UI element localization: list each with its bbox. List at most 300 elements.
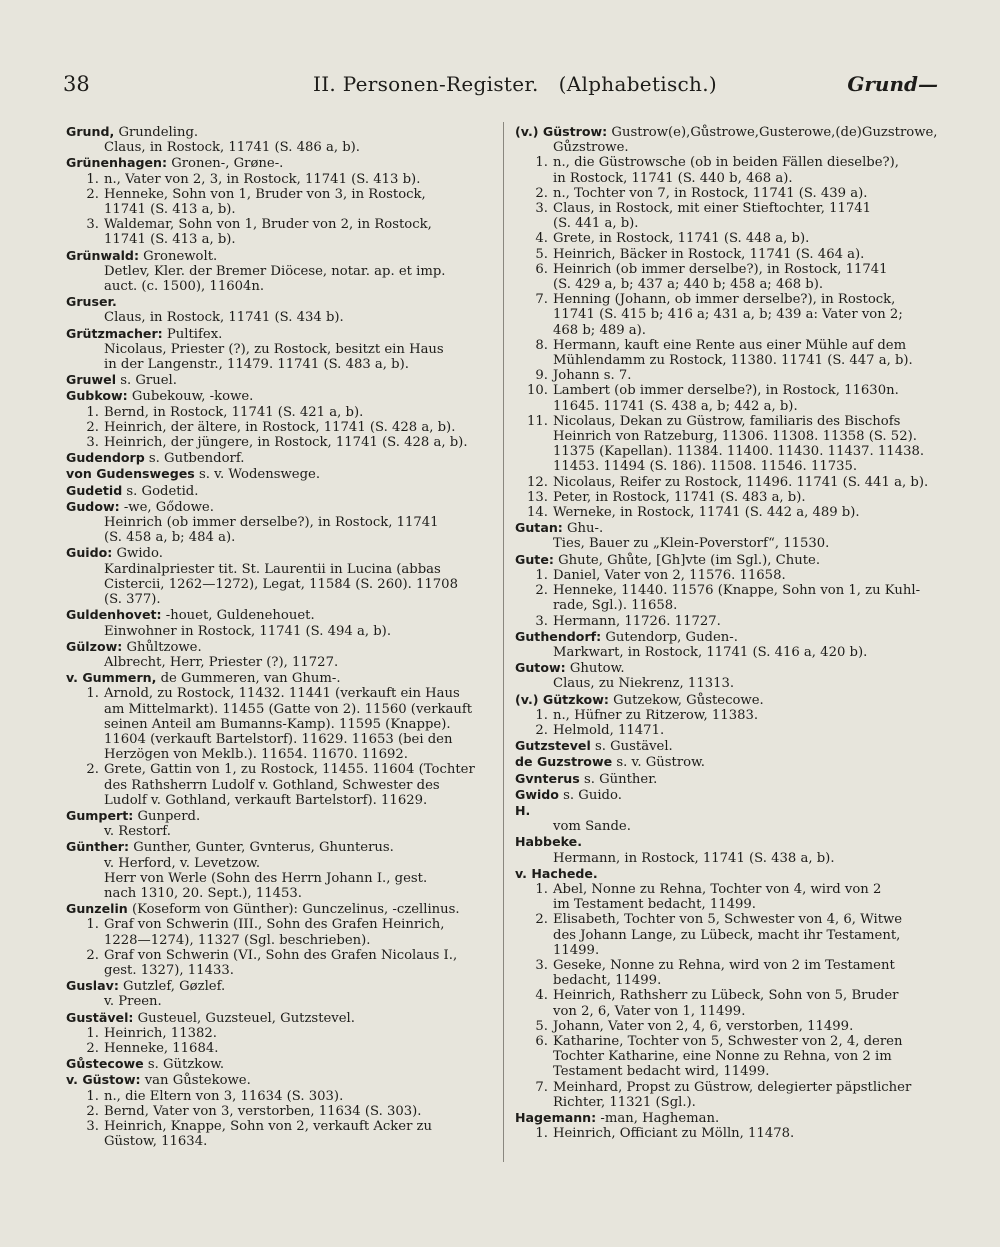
sub-entry-text: Grete, Gattin von 1, zu Rostock, 11455. 11604 (Tochter	[104, 762, 475, 778]
sub-entry-text: 11645. 11741 (S. 438 a, b; 442 a, b).	[553, 398, 798, 414]
right-column	[515, 124, 943, 1141]
sub-entry-line	[66, 793, 491, 808]
entry-first-line	[66, 499, 491, 515]
register-entry	[515, 803, 943, 834]
entry-first-line	[66, 248, 491, 264]
sub-entry-line	[515, 708, 943, 723]
register-entry	[66, 1010, 491, 1057]
sub-entry-number: 13.	[527, 489, 548, 505]
entry-text: s. Günther.	[579, 771, 658, 787]
sub-entry-number: 4.	[535, 988, 548, 1004]
register-entry	[515, 1110, 943, 1141]
entry-head: v. Hachede.	[515, 865, 598, 881]
entry-text: Gunperd.	[133, 808, 201, 824]
sub-entry-text: 468 b; 489 a).	[553, 322, 647, 338]
sub-entry-text: Heinrich, der jüngere, in Rostock, 11741 (S. 428 a, b).	[104, 435, 468, 451]
sub-entry-text: 11499.	[553, 942, 600, 958]
sub-entry-number: 2.	[535, 912, 548, 928]
sub-entry-number: 1.	[86, 686, 99, 702]
sub-entry-text: Waldemar, Sohn von 1, Bruder von 2, in Rostock,	[104, 217, 432, 233]
entry-first-line	[515, 771, 943, 787]
entry-first-line	[66, 607, 491, 623]
sub-entry-text: n., die Eltern von 3, 11634 (S. 303).	[104, 1088, 344, 1104]
page-number: 38	[63, 72, 90, 96]
sub-entry-text: Henning (Johann, ob immer derselbe?), in Rostock,	[553, 292, 896, 308]
entry-head: Gwido	[515, 786, 559, 802]
entry-head: von Gudensweges	[66, 466, 195, 482]
entry-first-line	[66, 901, 491, 917]
entry-head: v. Güstow:	[66, 1072, 141, 1088]
sub-entry-text: 11453. 11494 (S. 186). 11508. 11546. 11735.	[553, 459, 858, 475]
entry-first-line	[515, 866, 943, 882]
entry-first-line	[66, 808, 491, 824]
entry-text: s. v. Wodenswege.	[194, 467, 321, 483]
entry-text: Gubekouw, -kowe.	[127, 389, 254, 405]
entry-text: (Koseform von Günther): Gunczelinus, -czellinus.	[127, 902, 460, 918]
sub-entry-text: des Johann Lange, zu Lübeck, macht ihr Testament,	[553, 927, 901, 943]
sub-entry-line	[515, 475, 943, 490]
sub-entry-text: 11741 (S. 413 a, b).	[104, 232, 236, 248]
sub-entry-text: 11741 (S. 415 b; 416 a; 431 a, b; 439 a: Vater von 2;	[553, 307, 903, 323]
sub-entry-number: 3.	[86, 1119, 99, 1134]
register-entry	[66, 248, 491, 295]
register-entry	[66, 607, 491, 638]
entry-first-line	[66, 545, 491, 561]
sub-entry-text: 11741 (S. 413 a, b).	[104, 202, 236, 218]
sub-entry-number: 1.	[535, 567, 548, 583]
sub-entry-text: Heinrich, Bäcker in Rostock, 11741 (S. 464 a).	[553, 246, 865, 262]
sub-entry-text: Heinrich, Officiant zu Mölln, 11478.	[553, 1126, 795, 1142]
sub-entry-text: Heinrich von Ratzeburg, 11306. 11308. 11358 (S. 52).	[553, 429, 917, 445]
entry-head: Gudendorp	[66, 450, 145, 466]
entry-first-line	[66, 670, 491, 686]
entry-first-line	[515, 692, 943, 708]
register-entry	[515, 787, 943, 803]
sub-entry-number: 1.	[535, 881, 548, 897]
entry-line: Nicolaus, Priester (?), zu Rostock, besitzt ein Haus	[104, 341, 444, 357]
sub-entry-text: Peter, in Rostock, 11741 (S. 483 a, b).	[553, 489, 806, 505]
sub-entry-number: 10.	[527, 383, 548, 399]
sub-entry-line	[515, 277, 943, 292]
sub-entry-text: Mühlendamm zu Rostock, 11380. 11741 (S. 447 a, b).	[553, 353, 913, 369]
register-entry	[66, 839, 491, 901]
sub-entry-number: 11.	[527, 413, 548, 429]
register-entry	[66, 388, 491, 450]
sub-entry-text: Johann, Vater von 2, 4, 6, verstorben, 11499.	[553, 1018, 854, 1034]
sub-entry-text: (S. 441 a, b).	[553, 216, 639, 232]
register-entry	[515, 866, 943, 1110]
sub-entry-text: Nicolaus, Reifer zu Rostock, 11496. 11741 (S. 441 a, b).	[553, 474, 929, 490]
sub-entry-text: Hermann, 11726. 11727.	[553, 613, 721, 629]
entry-text: Gunther, Gunter, Gvnterus, Ghunterus.	[129, 840, 394, 856]
register-entry	[66, 1056, 491, 1072]
sub-entry-text: im Testament bedacht, 11499.	[553, 897, 756, 913]
sub-entry-text: Johann s. 7.	[553, 368, 632, 384]
sub-entry-text: Ludolf v. Gothland, verkauft Bartelstorf). 11629.	[104, 792, 428, 808]
sub-entry-text: Katharine, Tochter von 5, Schwester von 2, 4, deren	[553, 1033, 903, 1049]
register-entry	[66, 978, 491, 1009]
entry-text: Pultifex.	[162, 326, 223, 342]
sub-entry-line	[66, 702, 491, 717]
sub-entry-line	[515, 155, 943, 170]
entry-first-line	[515, 660, 943, 676]
register-entry	[515, 552, 943, 629]
entry-line: Hermann, in Rostock, 11741 (S. 438 a, b).	[553, 850, 835, 866]
sub-entry-line	[515, 292, 943, 307]
sub-entry-line	[515, 353, 943, 368]
entry-first-line	[66, 639, 491, 655]
sub-entry-number: 14.	[527, 505, 548, 521]
sub-entry-line	[515, 171, 943, 186]
entry-line: Albrecht, Herr, Priester (?), 11727.	[104, 654, 339, 670]
entry-text: s. Guido.	[558, 787, 622, 803]
entry-text: Gronewolt.	[138, 248, 218, 264]
entry-line: Claus, zu Niekrenz, 11313.	[553, 676, 735, 692]
entry-first-line	[66, 326, 491, 342]
entry-line: Claus, in Rostock, 11741 (S. 434 b).	[104, 310, 344, 326]
sub-entry-number: 2.	[86, 1040, 99, 1056]
entry-head: Günther:	[66, 839, 130, 855]
running-title: II. Personen-Register. (Alphabetisch.)	[313, 72, 717, 96]
sub-entry-text: Hermann, kauft eine Rente aus einer Mühle auf dem	[553, 337, 907, 353]
entry-text: s. Gutbendorf.	[144, 451, 245, 467]
sub-entry-line	[515, 368, 943, 383]
sub-entry-text: Graf von Schwerin (VI., Sohn des Grafen Nicolaus I.,	[104, 947, 458, 963]
register-entry	[66, 155, 491, 247]
sub-entry-text: (S. 429 a, b; 437 a; 440 b; 458 a; 468 b).	[553, 277, 824, 293]
sub-entry-text: Werneke, in Rostock, 11741 (S. 442 a, 489 b).	[553, 505, 860, 521]
entry-first-line	[515, 520, 943, 536]
column-divider	[503, 122, 504, 1162]
sub-entry-line	[515, 958, 943, 973]
sub-entry-line	[66, 435, 491, 450]
register-entry	[66, 450, 491, 466]
entry-first-line	[66, 483, 491, 499]
entry-text: Ghutow.	[565, 661, 625, 677]
entry-first-line	[66, 466, 491, 482]
entry-first-line	[515, 629, 943, 645]
entry-first-line	[515, 803, 943, 819]
sub-entry-text: n., Vater von 2, 3, in Rostock, 11741 (S. 413 b).	[104, 171, 421, 187]
entry-head: v. Gummern,	[66, 670, 157, 686]
sub-entry-text: Geseke, Nonne zu Rehna, wird von 2 im Testament	[553, 957, 895, 973]
sub-entry-text: Bernd, in Rostock, 11741 (S. 421 a, b).	[104, 404, 364, 420]
entry-text: Gustrow(e),Gůstrowe,Gusterowe,(de)Guzstrowe,	[607, 125, 938, 140]
entry-head: Gudow:	[66, 498, 120, 514]
sub-entry-number: 1.	[535, 155, 548, 171]
sub-entry-line	[515, 307, 943, 322]
entry-text: van Gůstekowe.	[140, 1073, 251, 1089]
register-entry	[66, 466, 491, 482]
sub-entry-line	[66, 187, 491, 202]
sub-entry-line	[515, 186, 943, 201]
entry-text: Gutzlef, Gøzlef.	[118, 979, 226, 995]
entry-head: Gutzstevel	[515, 738, 591, 754]
sub-entry-number: 2.	[535, 722, 548, 738]
entry-first-line	[515, 834, 943, 850]
entry-line: Claus, in Rostock, 11741 (S. 486 a, b).	[104, 140, 360, 156]
entry-line: nach 1310, 20. Sept.), 11453.	[104, 885, 302, 901]
sub-entry-line	[66, 732, 491, 747]
sub-entry-line	[66, 1089, 491, 1104]
entry-first-line	[66, 1010, 491, 1026]
sub-entry-line	[515, 988, 943, 1003]
sub-entry-number: 4.	[535, 231, 548, 247]
entry-head: Gruser.	[66, 294, 117, 310]
entry-text: s. Godetid.	[122, 483, 199, 499]
sub-entry-number: 1.	[535, 707, 548, 723]
register-entry	[515, 660, 943, 691]
sub-entry-line	[66, 405, 491, 420]
sub-entry-text: Henneke, Sohn von 1, Bruder von 3, in Rostock,	[104, 186, 426, 202]
sub-entry-text: Heinrich, 11382.	[104, 1025, 217, 1041]
sub-entry-line	[515, 583, 943, 598]
sub-entry-text: Richter, 11321 (Sgl.).	[553, 1094, 696, 1110]
sub-entry-text: Lambert (ob immer derselbe?), in Rostock, 11630n.	[553, 383, 899, 399]
register-entry	[66, 1072, 491, 1149]
entry-first-line	[66, 124, 491, 140]
sub-entry-text: Heinrich, Knappe, Sohn von 2, verkauft Acker zu	[104, 1119, 433, 1134]
sub-entry-line	[515, 414, 943, 429]
entry-line: Detlev, Kler. der Bremer Diöcese, notar. ap. et imp.	[104, 263, 446, 279]
entry-line: Cistercii, 1262—1272), Legat, 11584 (S. 260). 11708	[104, 576, 458, 592]
sub-entry-line	[66, 420, 491, 435]
entry-text: s. Gützkow.	[143, 1057, 225, 1073]
entry-line: (S. 377).	[104, 592, 161, 608]
sub-entry-text: gest. 1327), 11433.	[104, 962, 234, 978]
sub-entry-line	[66, 172, 491, 187]
register-entry	[66, 499, 491, 546]
sub-entry-line	[515, 943, 943, 958]
entry-text: -man, Hagheman.	[596, 1111, 720, 1126]
sub-entry-text: Grete, in Rostock, 11741 (S. 448 a, b).	[553, 231, 810, 247]
sub-entry-number: 2.	[86, 947, 99, 963]
sub-entry-line	[515, 928, 943, 943]
sub-entry-line	[515, 614, 943, 629]
entry-text: Ghute, Ghůte, [Gh]vte (im Sgl.), Chute.	[553, 552, 821, 568]
sub-entry-number: 2.	[86, 186, 99, 202]
sub-entry-text: Elisabeth, Tochter von 5, Schwester von 4, 6, Witwe	[553, 912, 903, 928]
entry-text: Gutendorp, Guden-.	[601, 629, 738, 645]
sub-entry-line	[515, 912, 943, 927]
sub-entry-number: 1.	[86, 171, 99, 187]
sub-entry-line	[515, 568, 943, 583]
entry-head: Grünenhagen:	[66, 155, 168, 171]
sub-entry-text: rade, Sgl.). 11658.	[553, 598, 678, 614]
sub-entry-line	[515, 262, 943, 277]
sub-entry-line	[66, 762, 491, 777]
sub-entry-text: Arnold, zu Rostock, 11432. 11441 (verkauft ein Haus	[104, 686, 460, 702]
entry-head: (v.) Güstrow:	[515, 124, 608, 139]
sub-entry-line	[66, 1026, 491, 1041]
entry-text: Gusteuel, Guzsteuel, Gutzstevel.	[133, 1010, 355, 1026]
entry-text: s. v. Güstrow.	[612, 755, 706, 771]
sub-entry-text: seinen Anteil am Bumanns-Kamp). 11595 (Knappe).	[104, 716, 451, 732]
sub-entry-line	[515, 897, 943, 912]
entry-head: Gubkow:	[66, 388, 128, 404]
sub-entry-text: n., Tochter von 7, in Rostock, 11741 (S. 439 a).	[553, 185, 868, 201]
entry-first-line	[66, 372, 491, 388]
sub-entry-text: Abel, Nonne zu Rehna, Tochter von 4, wird von 2	[553, 881, 882, 897]
sub-entry-line	[66, 933, 491, 948]
entry-first-line	[66, 388, 491, 404]
sub-entry-text: Meinhard, Propst zu Güstrow, delegierter päpstlicher	[553, 1079, 912, 1095]
sub-entry-line	[515, 323, 943, 338]
entry-head: Guldenhovet:	[66, 607, 162, 623]
entry-head: de Guzstrowe	[515, 754, 613, 770]
sub-entry-line	[66, 747, 491, 762]
sub-entry-number: 3.	[535, 201, 548, 217]
sub-entry-text: Heinrich, der ältere, in Rostock, 11741 (S. 428 a, b).	[104, 419, 456, 435]
sub-entry-number: 1.	[535, 1126, 548, 1142]
left-column	[66, 124, 491, 1149]
sub-entry-text: am Mittelmarkt). 11455 (Gatte von 2). 11560 (verkauft	[104, 701, 473, 717]
entry-head: Gunzelin	[66, 901, 128, 917]
sub-entry-number: 6.	[535, 1033, 548, 1049]
sub-entry-line	[515, 399, 943, 414]
entry-head: Gutan:	[515, 520, 563, 536]
entry-line: Markwart, in Rostock, 11741 (S. 416 a, 420 b).	[553, 644, 868, 660]
entry-first-line	[515, 1110, 943, 1126]
sub-entry-text: Bernd, Vater von 3, verstorben, 11634 (S. 303).	[104, 1103, 422, 1119]
sub-entry-line	[515, 1004, 943, 1019]
sub-entry-line	[515, 505, 943, 520]
entry-line: v. Restorf.	[104, 824, 171, 840]
entry-head: H.	[515, 802, 531, 818]
sub-entry-text: Helmold, 11471.	[553, 722, 665, 738]
entry-head: Grützmacher:	[66, 325, 163, 341]
sub-entry-text: Heinrich, Rathsherr zu Lübeck, Sohn von 5, Bruder	[553, 988, 899, 1004]
entry-head: Guslav:	[66, 978, 119, 994]
entry-text: s. Gruel.	[116, 373, 177, 389]
sub-entry-number: 2.	[535, 583, 548, 599]
entry-line: Heinrich (ob immer derselbe?), in Rostock, 11741	[104, 515, 439, 531]
sub-entry-line	[66, 1041, 491, 1056]
entry-first-line	[66, 1072, 491, 1088]
entry-text: Gronen-, Grøne-.	[167, 156, 284, 172]
entry-head: Grünwald:	[66, 247, 139, 263]
register-entry	[515, 520, 943, 551]
register-entry	[515, 629, 943, 660]
entry-head: Habbeke.	[515, 834, 582, 850]
entry-first-line	[66, 839, 491, 855]
sub-entry-text: Güstow, 11634.	[104, 1134, 208, 1150]
entry-first-line	[515, 738, 943, 754]
sub-entry-text: Tochter Katharine, eine Nonne zu Rehna, von 2 im	[553, 1049, 892, 1065]
entry-text: Ghu-.	[562, 521, 604, 537]
register-entry	[66, 808, 491, 839]
entry-head: Hagemann:	[515, 1110, 597, 1125]
sub-entry-line	[515, 1126, 943, 1141]
sub-entry-line	[66, 1134, 491, 1149]
entry-line: Einwohner in Rostock, 11741 (S. 494 a, b).	[104, 623, 392, 639]
register-entry	[66, 670, 491, 808]
entry-text: Gwido.	[112, 546, 163, 562]
entry-line: auct. (c. 1500), 11604n.	[104, 279, 265, 295]
sub-entry-number: 2.	[86, 419, 99, 435]
sub-entry-number: 12.	[527, 474, 548, 490]
sub-entry-number: 1.	[86, 1088, 99, 1104]
sub-entry-text: 1228—1274), 11327 (Sgl. beschrieben).	[104, 932, 371, 948]
sub-entry-text: Graf von Schwerin (III., Sohn des Grafen Heinrich,	[104, 917, 445, 933]
sub-entry-line	[66, 963, 491, 978]
sub-entry-number: 8.	[535, 337, 548, 353]
sub-entry-number: 7.	[535, 292, 548, 308]
entry-first-line	[515, 124, 943, 140]
entry-line: vom Sande.	[553, 819, 631, 835]
sub-entry-line	[66, 948, 491, 963]
sub-entry-line	[66, 1119, 491, 1134]
entry-text: -houet, Guldenehouet.	[161, 608, 315, 624]
register-entry	[515, 771, 943, 787]
register-entry	[66, 326, 491, 373]
sub-entry-number: 6.	[535, 261, 548, 277]
sub-entry-line	[66, 202, 491, 217]
register-entry	[515, 692, 943, 739]
entry-head: Gvnterus	[515, 770, 580, 786]
sub-entry-number: 7.	[535, 1079, 548, 1095]
sub-entry-line	[515, 598, 943, 613]
sub-entry-text: Henneke, 11440. 11576 (Knappe, Sohn von 1, zu Kuhl-	[553, 583, 921, 599]
register-entry	[515, 738, 943, 754]
entry-head: Grund,	[66, 124, 115, 139]
entry-head: Gutow:	[515, 660, 566, 676]
sub-entry-number: 2.	[535, 185, 548, 201]
sub-entry-line	[515, 429, 943, 444]
register-entry	[66, 639, 491, 670]
sub-entry-text: Daniel, Vater von 2, 11576. 11658.	[553, 567, 786, 583]
sub-entry-line	[515, 1064, 943, 1079]
entry-head: Gumpert:	[66, 807, 134, 823]
sub-entry-line	[515, 1034, 943, 1049]
entry-head: Gustävel:	[66, 1009, 134, 1025]
entry-line: v. Preen.	[104, 994, 162, 1010]
entry-head: Gute:	[515, 551, 554, 567]
sub-entry-line	[515, 1080, 943, 1095]
entry-first-line	[66, 155, 491, 171]
sub-entry-number: 1.	[86, 1025, 99, 1041]
sub-entry-line	[66, 778, 491, 793]
sub-entry-number: 3.	[86, 217, 99, 233]
sub-entry-number: 5.	[535, 246, 548, 262]
sub-entry-text: 11375 (Kapellan). 11384. 11400. 11430. 11437. 11438.	[553, 444, 925, 460]
register-entry	[66, 483, 491, 499]
entry-first-line	[515, 552, 943, 568]
entry-line: v. Herford, v. Levetzow.	[104, 855, 261, 871]
catchword: Grund—	[847, 72, 938, 96]
sub-entry-text: von 2, 6, Vater von 1, 11499.	[553, 1003, 746, 1019]
sub-entry-number: 2.	[86, 1103, 99, 1119]
entry-first-line	[66, 450, 491, 466]
entry-text: Gutzekow, Gůstecowe.	[608, 692, 764, 708]
register-entry	[66, 294, 491, 325]
sub-entry-line	[66, 1104, 491, 1119]
sub-entry-number: 3.	[86, 435, 99, 451]
sub-entry-line	[515, 247, 943, 262]
entry-head: Gülzow:	[66, 638, 123, 654]
entry-line: in der Langenstr., 11479. 11741 (S. 483 a, b).	[104, 357, 409, 373]
entry-first-line	[66, 294, 491, 310]
sub-entry-text: Claus, in Rostock, mit einer Stieftochter, 11741	[553, 201, 872, 217]
sub-entry-line	[66, 917, 491, 932]
register-entry	[515, 124, 943, 520]
sub-entry-line	[66, 717, 491, 732]
page-header	[0, 72, 1000, 108]
entry-head: Gruwel	[66, 372, 117, 388]
entry-first-line	[515, 754, 943, 770]
sub-entry-text: Herzögen von Meklb.). 11654. 11670. 11692.	[104, 747, 408, 763]
sub-entry-text: 11604 (verkauft Bartelstorf). 11629. 11653 (bei den	[104, 731, 453, 747]
